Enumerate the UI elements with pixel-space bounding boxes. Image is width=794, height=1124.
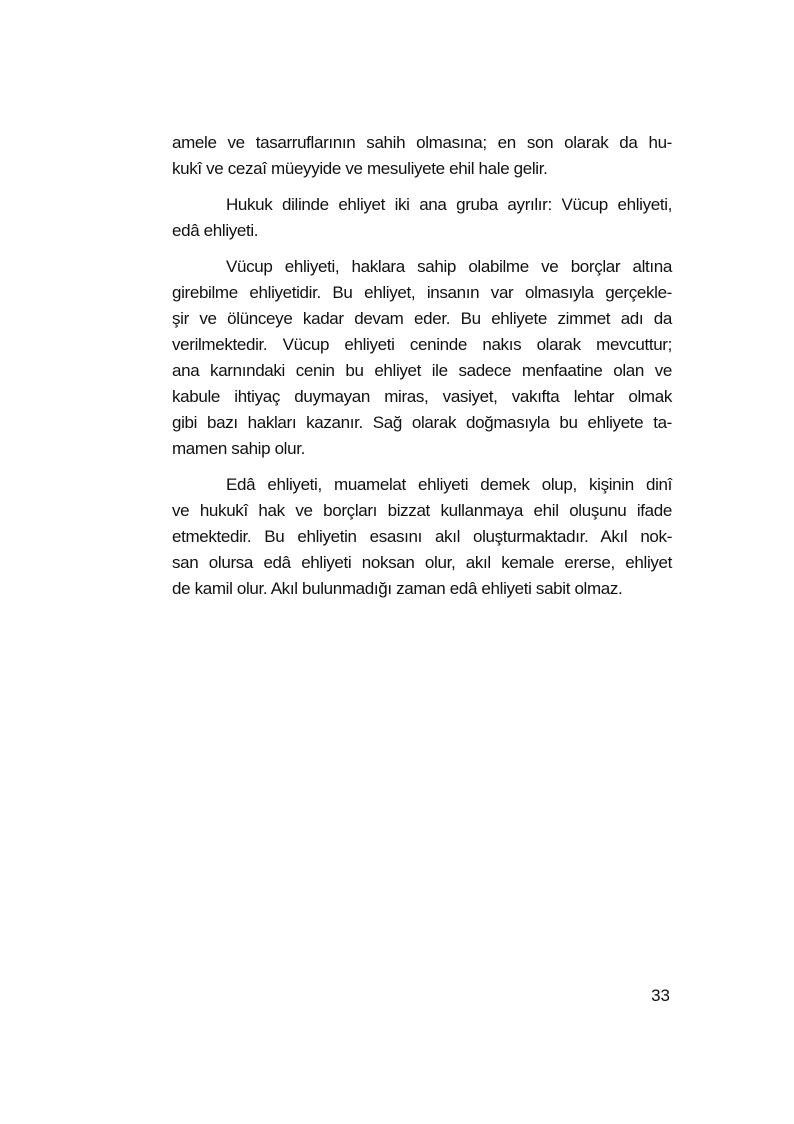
paragraph-4 <box>172 472 672 602</box>
text-line: mamen sahip olur. <box>172 439 305 458</box>
text-line: ana karnındaki cenin bu ehliyet ile sadece menfaatine olan ve <box>172 361 672 380</box>
text-line: kukî ve cezaî müeyyide ve mesuliyete ehil hale gelir. <box>172 159 548 178</box>
page-body <box>172 130 672 612</box>
text-line: gibi bazı hakları kazanır. Sağ olarak doğmasıyla bu ehliyete ta- <box>172 413 672 432</box>
text-line: kabule ihtiyaç duymayan miras, vasiyet, vakıfta lehtar olmak <box>172 387 672 406</box>
text-line: Edâ ehliyeti, muamelat ehliyeti demek olup, kişinin dinî <box>226 475 672 494</box>
text-line: san olursa edâ ehliyeti noksan olur, akıl kemale ererse, ehliyet <box>172 553 672 572</box>
page-number: 33 <box>651 986 670 1005</box>
text-line: Vücup ehliyeti, haklara sahip olabilme ve borçlar altına <box>226 257 672 276</box>
paragraph-1 <box>172 130 672 182</box>
paragraph-3 <box>172 254 672 462</box>
text-line: amele ve tasarruflarının sahih olmasına; en son olarak da hu- <box>172 133 672 152</box>
text-line: verilmektedir. Vücup ehliyeti ceninde nakıs olarak mevcuttur; <box>172 335 672 354</box>
paragraph-2 <box>172 192 672 244</box>
text-line: de kamil olur. Akıl bulunmadığı zaman edâ ehliyeti sabit olmaz. <box>172 579 623 598</box>
text-line: girebilme ehliyetidir. Bu ehliyet, insanın var olmasıyla gerçekle- <box>172 283 672 302</box>
text-line: etmektedir. Bu ehliyetin esasını akıl oluşturmaktadır. Akıl nok- <box>172 527 672 546</box>
text-line: Hukuk dilinde ehliyet iki ana gruba ayrılır: Vücup ehliyeti, <box>226 195 672 214</box>
text-line: ve hukukî hak ve borçları bizzat kullanmaya ehil oluşunu ifade <box>172 501 672 520</box>
text-line: şir ve ölünceye kadar devam eder. Bu ehliyete zimmet adı da <box>172 309 672 328</box>
text-line: edâ ehliyeti. <box>172 221 259 240</box>
